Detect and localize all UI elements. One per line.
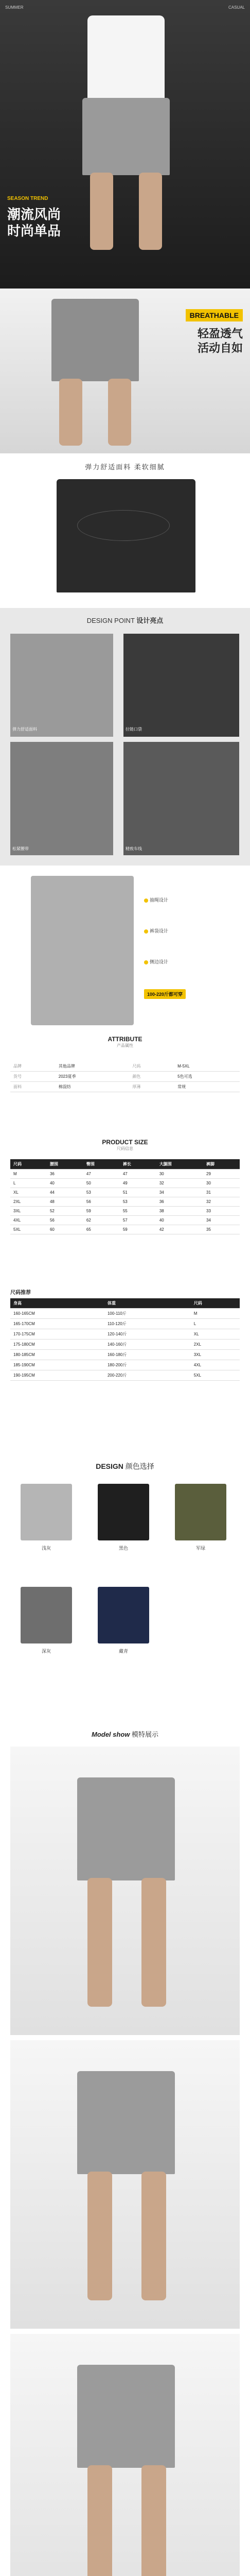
attribute-key: 货号: [10, 1072, 56, 1082]
rec-row: [10, 1319, 240, 1329]
size-cell: 34: [156, 1188, 203, 1197]
size-col-header: 臀围: [83, 1159, 120, 1170]
detail-photo-1: [10, 634, 113, 737]
hero-tag-right: CASUAL: [228, 5, 245, 10]
size-cell: M: [10, 1170, 47, 1179]
size-cell: 44: [47, 1188, 83, 1197]
model-shorts: [82, 98, 170, 175]
rec-cell: 185-190CM: [10, 1360, 104, 1370]
size-cell: 47: [83, 1170, 120, 1179]
fabric-section: [0, 453, 250, 608]
detail-photo-3: [10, 742, 113, 855]
attribute-row: [10, 1061, 240, 1072]
size-cell: 32: [156, 1179, 203, 1188]
size-cell: 40: [47, 1179, 83, 1188]
size-cell: 5XL: [10, 1225, 47, 1234]
size-cell: 57: [120, 1216, 156, 1225]
attribute-photo: [31, 876, 134, 1025]
size-cell: 32: [203, 1197, 240, 1207]
size-cell: XL: [10, 1188, 47, 1197]
attribute-value: 常规: [174, 1082, 240, 1092]
size-col-header: 腰围: [47, 1159, 83, 1170]
rec-cell: XL: [191, 1329, 240, 1340]
colors-section: [0, 1453, 250, 1721]
size-cell: 49: [120, 1179, 156, 1188]
size-cell: 47: [120, 1170, 156, 1179]
model-shorts: [77, 2071, 175, 2174]
size-cell: 62: [83, 1216, 120, 1225]
breathable-section: [0, 289, 250, 453]
size-cell: 29: [203, 1170, 240, 1179]
size-cell: 38: [156, 1207, 203, 1216]
breathable-leg-left: [59, 379, 82, 446]
model-leg: [87, 2172, 112, 2300]
callout-3: 侧边设计: [144, 958, 168, 965]
model-leg-left: [90, 173, 113, 250]
size-cell: 56: [83, 1197, 120, 1207]
model-photo: [10, 2040, 240, 2329]
model-shorts: [77, 2365, 175, 2468]
size-cell: 34: [203, 1216, 240, 1225]
model-leg: [141, 2172, 166, 2300]
model-leg: [141, 1878, 166, 2007]
size-cell: 59: [120, 1225, 156, 1234]
size-cell: 2XL: [10, 1197, 47, 1207]
detail-photo-2: [123, 634, 239, 737]
color-swatch[interactable]: [21, 1587, 72, 1643]
color-name: 藏青: [118, 1649, 128, 1654]
size-cell: 30: [203, 1179, 240, 1188]
rec-cell: 160-165CM: [10, 1309, 104, 1319]
model-leg-right: [139, 173, 162, 250]
color-swatch[interactable]: [175, 1484, 226, 1540]
rec-cell: 180-185CM: [10, 1350, 104, 1360]
attribute-key: 尺码: [129, 1061, 174, 1072]
size-row: [10, 1188, 240, 1197]
size-col-header: 大腿围: [156, 1159, 203, 1170]
rec-row: [10, 1360, 240, 1370]
stretch-ring: [77, 510, 170, 541]
attribute-value: 5色可选: [174, 1072, 240, 1082]
attribute-table: [10, 1061, 240, 1092]
model-leg: [87, 2465, 112, 2576]
attribute-key: 厚薄: [129, 1082, 174, 1092]
size-col-header: 裤脚: [203, 1159, 240, 1170]
callout-1: 抽绳设计: [144, 896, 168, 903]
size-cell: 36: [156, 1197, 203, 1207]
color-name: 军绿: [195, 1546, 205, 1551]
color-swatch[interactable]: [98, 1484, 149, 1540]
attribute-value: M-5XL: [174, 1061, 240, 1072]
breathable-shorts: [51, 299, 139, 381]
size-table: [10, 1159, 240, 1234]
rec-cell: 120-140斤: [104, 1329, 191, 1340]
color-name: 深灰: [41, 1649, 51, 1654]
size-cell: 35: [203, 1225, 240, 1234]
rec-row: [10, 1340, 240, 1350]
rec-cell: 5XL: [191, 1370, 240, 1381]
size-section: [0, 1133, 250, 1453]
rec-col-header: 尺码: [191, 1298, 240, 1309]
size-cell: 52: [47, 1207, 83, 1216]
size-cell: 3XL: [10, 1207, 47, 1216]
size-cell: 30: [156, 1170, 203, 1179]
size-cell: 36: [47, 1170, 83, 1179]
design-point-section: [0, 608, 250, 866]
detail-photo-4: [123, 742, 239, 855]
size-title: PRODUCT SIZE 尺码信息: [102, 1139, 148, 1151]
design-item-1: 弹力舒适面料: [12, 727, 37, 732]
attribute-row: [10, 1082, 240, 1092]
model-shorts: [77, 1777, 175, 1880]
design-item-4: 精致车线: [126, 846, 142, 851]
fit-badge: 100-220斤都可穿: [144, 989, 186, 999]
size-cell: 55: [120, 1207, 156, 1216]
design-point-title: DESIGN POINT 设计亮点: [86, 617, 164, 624]
hero-tag-left: SUMMER: [5, 5, 24, 10]
size-cell: 50: [83, 1179, 120, 1188]
model-shirt: [87, 15, 165, 103]
breathable-en: BREATHABLE: [186, 309, 243, 321]
attribute-value: 棉混纺: [56, 1082, 130, 1092]
size-cell: 53: [83, 1188, 120, 1197]
rec-cell: 180-200斤: [104, 1360, 191, 1370]
attribute-key: 颜色: [129, 1072, 174, 1082]
rec-cell: 100-110斤: [104, 1309, 191, 1319]
size-row: [10, 1216, 240, 1225]
size-cell: 59: [83, 1207, 120, 1216]
design-item-2: 拉链口袋: [126, 727, 142, 732]
rec-cell: L: [191, 1319, 240, 1329]
hero-brand: SEASON TREND: [7, 196, 48, 201]
hero-section: [0, 0, 250, 289]
callout-2: 裤袋设计: [144, 927, 168, 934]
attribute-key: 品牌: [10, 1061, 56, 1072]
breathable-cn: 轻盈透气 活动自如: [197, 327, 243, 354]
size-cell: 56: [47, 1216, 83, 1225]
attribute-section: [0, 866, 250, 1133]
hero-title: 潮流风尚 时尚单品: [7, 207, 61, 239]
rec-cell: 4XL: [191, 1360, 240, 1370]
rec-cell: 3XL: [191, 1350, 240, 1360]
fabric-caption: 弹力舒适面料 柔软细腻: [85, 463, 165, 471]
rec-row: [10, 1329, 240, 1340]
model-photo: [10, 1747, 240, 2035]
rec-cell: 200-220斤: [104, 1370, 191, 1381]
rec-row: [10, 1350, 240, 1360]
attribute-row: [10, 1072, 240, 1082]
color-name: 黑色: [118, 1546, 128, 1551]
rec-cell: 165-170CM: [10, 1319, 104, 1329]
rec-cell: 140-160斤: [104, 1340, 191, 1350]
size-cell: 48: [47, 1197, 83, 1207]
colors-title: DESIGN 颜色选择: [96, 1462, 154, 1470]
size-cell: 53: [120, 1197, 156, 1207]
rec-row: [10, 1309, 240, 1319]
attribute-title: ATTRIBUTE 产品属性: [108, 1036, 142, 1048]
rec-cell: 110-120斤: [104, 1319, 191, 1329]
attribute-key: 面料: [10, 1082, 56, 1092]
size-cell: 65: [83, 1225, 120, 1234]
size-rec-title: 尺码推荐: [10, 1290, 31, 1296]
color-name: 浅灰: [41, 1546, 51, 1551]
color-swatch[interactable]: [98, 1587, 149, 1643]
size-rec-table: [10, 1298, 240, 1381]
rec-cell: 2XL: [191, 1340, 240, 1350]
size-cell: 31: [203, 1188, 240, 1197]
size-cell: L: [10, 1179, 47, 1188]
rec-cell: 170-175CM: [10, 1329, 104, 1340]
size-cell: 60: [47, 1225, 83, 1234]
size-row: [10, 1207, 240, 1216]
rec-cell: 190-195CM: [10, 1370, 104, 1381]
size-row: [10, 1197, 240, 1207]
color-swatch[interactable]: [21, 1484, 72, 1540]
rec-cell: 160-180斤: [104, 1350, 191, 1360]
size-row: [10, 1170, 240, 1179]
attribute-value: 其他品牌: [56, 1061, 130, 1072]
model-show-title: Model show 模特展示: [91, 1731, 159, 1738]
rec-cell: M: [191, 1309, 240, 1319]
model-leg: [141, 2465, 166, 2576]
size-cell: 51: [120, 1188, 156, 1197]
attribute-value: 2023夏季: [56, 1072, 130, 1082]
size-cell: 40: [156, 1216, 203, 1225]
size-col-header: 尺码: [10, 1159, 47, 1170]
model-leg: [87, 1878, 112, 2007]
design-item-3: 松紧腰带: [12, 846, 29, 851]
breathable-leg-right: [108, 379, 131, 446]
size-cell: 4XL: [10, 1216, 47, 1225]
rec-cell: 175-180CM: [10, 1340, 104, 1350]
model-photo: [10, 2334, 240, 2576]
size-cell: 33: [203, 1207, 240, 1216]
rec-row: [10, 1370, 240, 1381]
rec-col-header: 体重: [104, 1298, 191, 1309]
size-col-header: 裤长: [120, 1159, 156, 1170]
size-row: [10, 1225, 240, 1234]
size-row: [10, 1179, 240, 1188]
size-cell: 42: [156, 1225, 203, 1234]
model-show-section: [0, 1721, 250, 2576]
rec-col-header: 身高: [10, 1298, 104, 1309]
